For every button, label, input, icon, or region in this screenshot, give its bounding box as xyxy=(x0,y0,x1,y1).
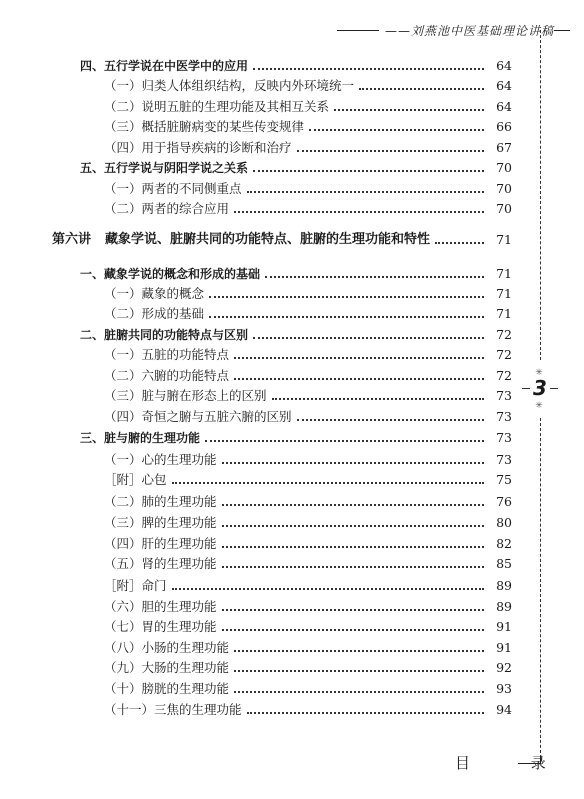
toc-entry-title: （十）膀胱的生理功能 xyxy=(104,681,230,696)
toc-entry-sub xyxy=(104,282,512,302)
dot-leader xyxy=(247,712,484,714)
page-number-badge xyxy=(522,368,558,412)
toc-entry-sub xyxy=(104,74,512,94)
toc-page-number: 89 xyxy=(496,599,512,614)
dot-leader xyxy=(222,566,484,568)
toc-entry-title: （三）脏与腑在形态上的区别 xyxy=(104,388,267,403)
toc-entry-title: （二）说明五脏的生理功能及其相互关系 xyxy=(104,99,330,114)
toc-entry-section xyxy=(80,426,512,446)
toc-entry-sub xyxy=(104,364,512,384)
dot-leader xyxy=(234,650,484,652)
toc-entry-section xyxy=(80,156,512,176)
toc-entry-sub xyxy=(104,136,512,156)
toc-entry-title: （二）肺的生理功能 xyxy=(104,494,217,509)
toc-entry-sub xyxy=(104,552,512,572)
dot-leader xyxy=(172,588,484,590)
toc-page-number: 91 xyxy=(496,619,512,634)
toc-entry-title: （五）肾的生理功能 xyxy=(104,556,217,571)
toc-entry-title xyxy=(52,232,430,248)
toc-page-number: 76 xyxy=(496,494,512,509)
toc-page-number: 72 xyxy=(496,347,512,362)
toc-entry-note xyxy=(104,468,512,488)
running-header: ——刘燕池中医基础理论讲稿 xyxy=(379,22,554,39)
dot-leader xyxy=(222,462,484,464)
toc-page-number: 64 xyxy=(496,99,512,114)
dot-leader xyxy=(234,211,484,213)
dot-leader xyxy=(209,316,484,318)
dot-leader xyxy=(253,68,484,70)
toc-entry-title: （一）藏象的概念 xyxy=(104,286,205,301)
toc-entry-sub xyxy=(104,595,512,615)
toc-page-number: 70 xyxy=(496,201,512,216)
toc-entry-sub xyxy=(104,384,512,404)
burst-ornament-icon: ✳ xyxy=(535,368,545,378)
toc-entry-sub xyxy=(104,511,512,531)
toc-entry-title: （七）胃的生理功能 xyxy=(104,619,217,634)
toc-page-number: 73 xyxy=(496,388,512,403)
page-number: 3 xyxy=(533,376,547,400)
dot-leader xyxy=(359,88,484,90)
dot-leader xyxy=(209,296,484,298)
toc-entry-title: （二）两者的综合应用 xyxy=(104,201,230,216)
toc-entry-title: （十一）三焦的生理功能 xyxy=(104,702,242,717)
toc-entry-title: （四）奇恒之腑与五脏六腑的区别 xyxy=(104,409,292,424)
chapter-number: 第六讲 xyxy=(52,232,92,247)
dot-leader xyxy=(234,357,484,359)
burst-ornament-icon: ✳ xyxy=(535,401,545,411)
toc-entry-title: 四、五行学说在中医学中的应用 xyxy=(80,59,249,73)
toc-entry-chapter xyxy=(52,228,512,248)
toc-page-number: 94 xyxy=(496,702,512,717)
dot-leader xyxy=(297,419,484,421)
toc-entry-sub xyxy=(104,636,512,656)
dot-leader xyxy=(253,337,484,339)
dot-leader xyxy=(247,191,484,193)
side-rule-bottom xyxy=(540,418,541,763)
toc-entry-sub xyxy=(104,532,512,552)
toc-page-number: 73 xyxy=(496,430,512,445)
toc-page-number: 64 xyxy=(496,58,512,73)
side-rule-top xyxy=(540,30,541,360)
toc-entry-title: 五、五行学说与阴阳学说之关系 xyxy=(80,161,249,175)
dot-leader xyxy=(222,629,484,631)
badge-bar-right xyxy=(550,388,558,389)
dot-leader xyxy=(222,525,484,527)
toc-entry-sub xyxy=(104,490,512,510)
dot-leader xyxy=(222,504,484,506)
toc-page-number: 89 xyxy=(496,578,512,593)
toc-entry-sub xyxy=(104,115,512,135)
toc-page-number: 70 xyxy=(496,160,512,175)
toc-entry-sub xyxy=(104,448,512,468)
toc-entry-title: （一）归类人体组织结构，反映内外环境统一 xyxy=(104,78,355,93)
toc-entry-title: （四）肝的生理功能 xyxy=(104,536,217,551)
dot-leader xyxy=(265,276,484,278)
toc-entry-sub xyxy=(104,302,512,322)
dot-leader xyxy=(205,440,484,442)
toc-entry-sub xyxy=(104,177,512,197)
footer-rule xyxy=(518,763,540,764)
toc-page-number: 92 xyxy=(496,660,512,675)
toc-entry-sub xyxy=(104,698,512,718)
toc-page-number: 64 xyxy=(496,78,512,93)
toc-entry-title: （三）脾的生理功能 xyxy=(104,515,217,530)
dot-leader xyxy=(234,691,484,693)
toc-page-number: 66 xyxy=(496,119,512,134)
dot-leader xyxy=(172,482,484,484)
toc-page-number: 93 xyxy=(496,681,512,696)
toc-entry-title: （一）两者的不同侧重点 xyxy=(104,181,242,196)
dot-leader xyxy=(309,129,484,131)
toc-page-number: 71 xyxy=(496,266,512,281)
toc-page-number: 67 xyxy=(496,140,512,155)
toc-page-number: 71 xyxy=(496,286,512,301)
dot-leader xyxy=(222,546,484,548)
toc-entry-sub xyxy=(104,615,512,635)
toc-page-number: 73 xyxy=(496,452,512,467)
footer-tick xyxy=(540,756,541,764)
toc-entry-sub xyxy=(104,656,512,676)
footer-title: 目 录 xyxy=(455,754,574,772)
dot-leader xyxy=(435,242,484,244)
toc-entry-title: （九）大肠的生理功能 xyxy=(104,660,230,675)
toc-entry-section xyxy=(80,262,512,282)
toc-entry-section xyxy=(80,323,512,343)
toc-page-number: 85 xyxy=(496,556,512,571)
toc-page-number: 75 xyxy=(496,472,512,487)
dot-leader xyxy=(222,609,484,611)
toc-entry-title: 一、藏象学说的概念和形成的基础 xyxy=(80,267,261,281)
dot-leader xyxy=(253,170,484,172)
toc-entry-sub xyxy=(104,677,512,697)
dot-leader xyxy=(234,670,484,672)
toc-entry-title: ［附］心包 xyxy=(104,472,167,487)
toc-entry-note xyxy=(104,574,512,594)
dot-leader xyxy=(334,109,484,111)
toc-page-number: 91 xyxy=(496,640,512,655)
toc-entry-title: （六）胆的生理功能 xyxy=(104,599,217,614)
toc-page-number: 72 xyxy=(496,327,512,342)
toc-entry-title: （四）用于指导疾病的诊断和治疗 xyxy=(104,140,292,155)
toc-entry-title: （三）概括脏腑病变的某些传变规律 xyxy=(104,119,305,134)
toc-entry-sub xyxy=(104,197,512,217)
toc-entry-section xyxy=(80,54,512,74)
toc-entry-title: （一）五脏的功能特点 xyxy=(104,347,230,362)
dot-leader xyxy=(272,398,484,400)
toc-entry-sub xyxy=(104,343,512,363)
toc-entry-title: （二）六腑的功能特点 xyxy=(104,368,230,383)
toc-entry-title: 三、脏与腑的生理功能 xyxy=(80,431,201,445)
dot-leader xyxy=(234,378,484,380)
toc-entry-sub xyxy=(104,405,512,425)
toc-entry-title: （八）小肠的生理功能 xyxy=(104,640,230,655)
toc-page-number: 73 xyxy=(496,409,512,424)
toc-page-number: 82 xyxy=(496,536,512,551)
dot-leader xyxy=(297,150,484,152)
toc-entry-title: ［附］命门 xyxy=(104,578,167,593)
toc-entry-sub xyxy=(104,95,512,115)
toc-page-number: 71 xyxy=(496,232,512,247)
toc-entry-title: （一）心的生理功能 xyxy=(104,452,217,467)
toc-page-number: 72 xyxy=(496,368,512,383)
chapter-title: 藏象学说、脏腑共同的功能特点、脏腑的生理功能和特性 xyxy=(105,232,431,247)
toc-page-number: 71 xyxy=(496,306,512,321)
toc-page-number: 70 xyxy=(496,181,512,196)
toc-page-number: 80 xyxy=(496,515,512,530)
toc-entry-title: 二、脏腑共同的功能特点与区别 xyxy=(80,328,249,342)
toc-entry-title: （二）形成的基础 xyxy=(104,306,205,321)
